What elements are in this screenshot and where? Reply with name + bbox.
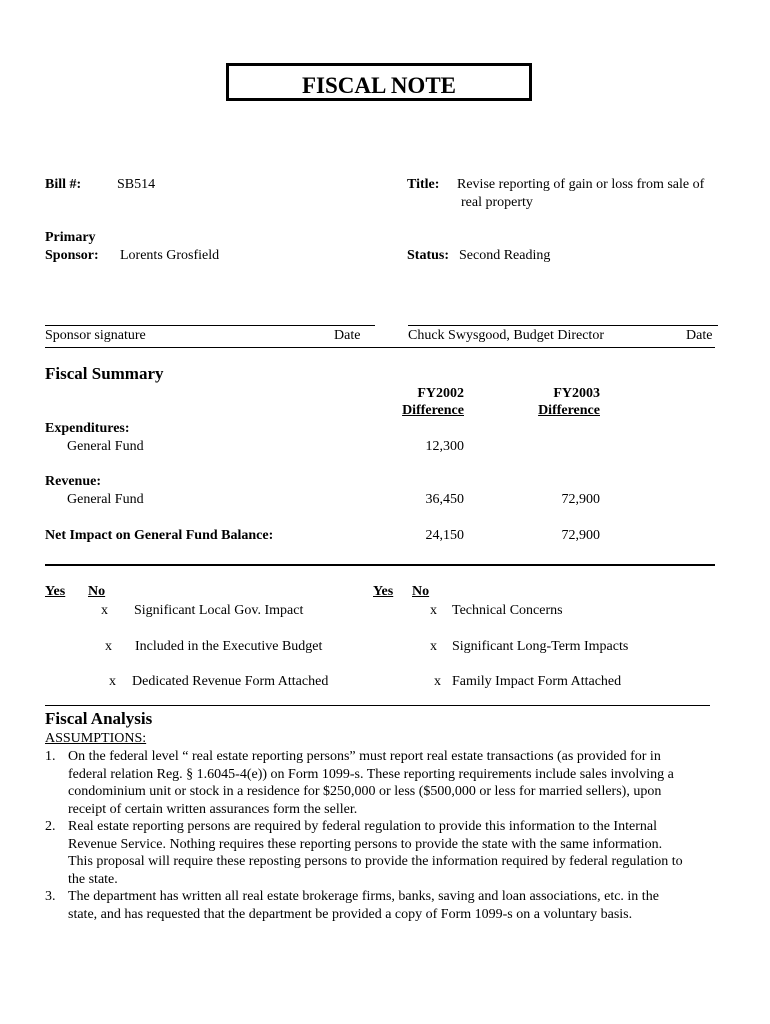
page-title: FISCAL NOTE xyxy=(301,73,456,98)
status-label: Status: xyxy=(407,248,450,263)
fy2003-header: FY2003 xyxy=(553,386,600,401)
checkbox-mark: x xyxy=(101,603,108,618)
checklist-item: Dedicated Revenue Form Attached xyxy=(132,674,329,689)
no-header-left: No xyxy=(88,584,106,599)
bill-label: Bill #: xyxy=(45,177,82,192)
sponsor-label: Sponsor: xyxy=(45,248,99,263)
fiscal-summary-heading: Fiscal Summary xyxy=(45,364,164,383)
sponsor-signature-line xyxy=(45,325,375,326)
list-item xyxy=(45,818,685,888)
checkbox-mark: x xyxy=(105,639,112,654)
yes-header-right: Yes xyxy=(373,584,394,599)
sponsor-signature-label: Sponsor signature xyxy=(45,328,146,343)
bill-title-line2: real property xyxy=(461,195,533,210)
checkbox-mark: x xyxy=(434,674,441,689)
list-item-text: On the federal level “ real estate reporting persons” must report real estate transactions (as provided for in federal relation Reg. § 1.6045-4(e)) on Form 1099-s. These reporting requirements include sales involving a condominium unit or stock in a residence for $250,000 or less ($500,000 or less for married sellers), upon receipt of certain written assurances form the seller. xyxy=(68,749,674,817)
rev-general-fund-label: General Fund xyxy=(67,492,144,507)
title-box xyxy=(226,63,532,101)
checklist-item: Technical Concerns xyxy=(452,603,563,618)
revenue-label: Revenue: xyxy=(45,474,101,489)
assumptions-label: ASSUMPTIONS: xyxy=(45,731,147,746)
expenditures-label: Expenditures: xyxy=(45,421,130,436)
director-signature-line xyxy=(408,325,718,326)
divider xyxy=(45,705,710,706)
assumptions-list xyxy=(45,748,685,923)
net-impact-label: Net Impact on General Fund Balance: xyxy=(45,528,274,543)
fy2003-difference-header: Difference xyxy=(538,403,600,418)
yes-header-left: Yes xyxy=(45,584,66,599)
director-date-label: Date xyxy=(686,328,713,343)
list-item xyxy=(45,888,685,923)
rev-fy2003-value: 72,900 xyxy=(561,492,600,507)
title-label: Title: xyxy=(407,177,440,192)
list-item xyxy=(45,748,685,818)
list-item-text: The department has written all real estate brokerage firms, banks, saving and loan associations, etc. in the state, and has requested that the department be provided a copy of Form 1099-s on a voluntary basis. xyxy=(68,889,659,922)
primary-label: Primary xyxy=(45,230,96,245)
checkbox-mark: x xyxy=(430,639,437,654)
sponsor-date-label: Date xyxy=(334,328,361,343)
checklist-item: Included in the Executive Budget xyxy=(135,639,323,654)
list-item-number: 2. xyxy=(45,819,56,834)
status-value: Second Reading xyxy=(459,248,551,263)
sponsor-name: Lorents Grosfield xyxy=(120,248,220,263)
divider xyxy=(45,564,715,566)
checklist-item: Family Impact Form Attached xyxy=(452,674,622,689)
exp-general-fund-label: General Fund xyxy=(67,439,144,454)
bill-title-line1: Revise reporting of gain or loss from sale of xyxy=(457,177,705,192)
fy2002-difference-header: Difference xyxy=(402,403,464,418)
rev-fy2002-value: 36,450 xyxy=(425,492,464,507)
list-item-text: Real estate reporting persons are required by federal regulation to provide this information to the Internal Revenue Service. Nothing requires these reporting persons to provide the state with the same information. This proposal will require these reposting persons to provide the information required by federal regulation to the state. xyxy=(68,819,683,887)
checklist-item: Significant Local Gov. Impact xyxy=(134,603,304,618)
checkbox-mark: x xyxy=(430,603,437,618)
fiscal-analysis-heading: Fiscal Analysis xyxy=(45,709,153,728)
director-signature-label: Chuck Swysgood, Budget Director xyxy=(408,328,604,343)
no-header-right: No xyxy=(412,584,430,599)
divider xyxy=(45,347,715,348)
checklist-item: Significant Long-Term Impacts xyxy=(452,639,629,654)
net-fy2003-value: 72,900 xyxy=(561,528,600,543)
bill-number: SB514 xyxy=(117,177,156,192)
list-item-number: 3. xyxy=(45,889,56,904)
exp-fy2002-value: 12,300 xyxy=(425,439,464,454)
checkbox-mark: x xyxy=(109,674,116,689)
fy2002-header: FY2002 xyxy=(417,386,464,401)
list-item-number: 1. xyxy=(45,749,56,764)
net-fy2002-value: 24,150 xyxy=(425,528,464,543)
